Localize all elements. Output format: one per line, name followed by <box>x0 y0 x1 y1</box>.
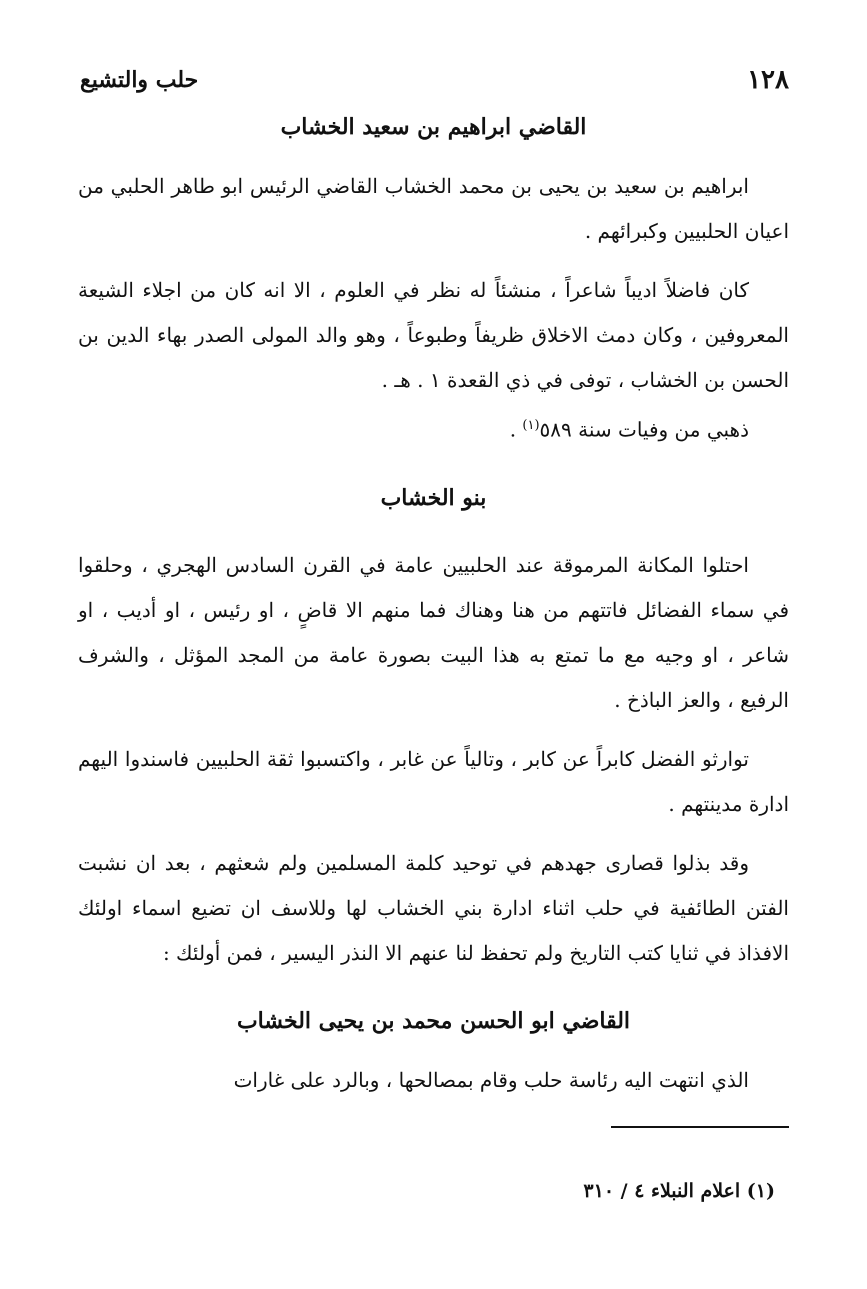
paragraph: كان فاضلاً اديباً شاعراً ، منشئاً له نظر في العلوم ، الا انه كان من اجلاء الشيعة المعروفين ، وكان دمث الاخلاق ظريفاً وطبوعاً ، وهو والد المولى الصدر بهاء الدين بن الحسن بن الخشاب ، توفى في ذي القعدة ١ . هـ . <box>78 278 789 392</box>
paragraph: وقد بذلوا قصارى جهدهم في توحيد كلمة المسلمين ولم شعثهم ، بعد ان نشبت الفتن الطائفية في حلب اثناء ادارة بني الخشاب لها وللاسف ان تضيع اسماء اولئك الافذاذ في ثنايا كتب التاريخ ولم تحفظ لنا عنهم الا النذر اليسير ، فمن أولئك : <box>78 850 789 965</box>
section-heading: القاضي ابراهيم بن سعيد الخشاب <box>280 114 587 140</box>
paragraph: ابراهيم بن سعيد بن يحيى بن محمد الخشاب القاضي الرئيس ابو طاهر الحلبي من اعيان الحلبيين وكبرائهم . <box>78 174 789 243</box>
page-body <box>78 104 789 1103</box>
source-line <box>78 403 789 453</box>
paragraph: توارثو الفضل كابراً عن كابر ، وتالياً عن غابر ، واكتسبوا ثقة الحلبيين فاسندوا اليهم ادارة مدينتهم . <box>78 746 789 816</box>
ref-tail: . <box>509 417 523 442</box>
paragraph: ذهبي من وفيات سنة ٥٨٩ <box>539 417 749 442</box>
running-title: حلب والتشيع <box>80 67 199 93</box>
footnote: (١) اعلام النبلاء ٤ / ٣١٠ <box>583 1180 775 1202</box>
section-heading: القاضي ابو الحسن محمد بن يحيى الخشاب <box>236 1007 631 1034</box>
page-number: ١٢٨ <box>747 65 789 95</box>
section-heading: بنو الخشاب <box>380 484 487 511</box>
footnote-divider <box>611 1126 789 1128</box>
page-header <box>80 60 789 100</box>
paragraph: احتلوا المكانة المرموقة عند الحلبيين عامة في القرن السادس الهجري ، وحلقوا في سماء الفضائل فاتتهم من هنا وهناك فما منهم الا قاضٍ ، او رئيس ، او أديب ، او شاعر ، او وجيه مع ما تمتع به هذا البيت بصورة عامة من المجد المؤثل ، والشرف الرفيع ، والعز الباذخ . <box>78 552 790 712</box>
footnote-ref: (١) <box>522 418 540 433</box>
paragraph: الذي انتهت اليه رئاسة حلب وقام بمصالحها ، وبالرد على غارات <box>233 1067 749 1092</box>
